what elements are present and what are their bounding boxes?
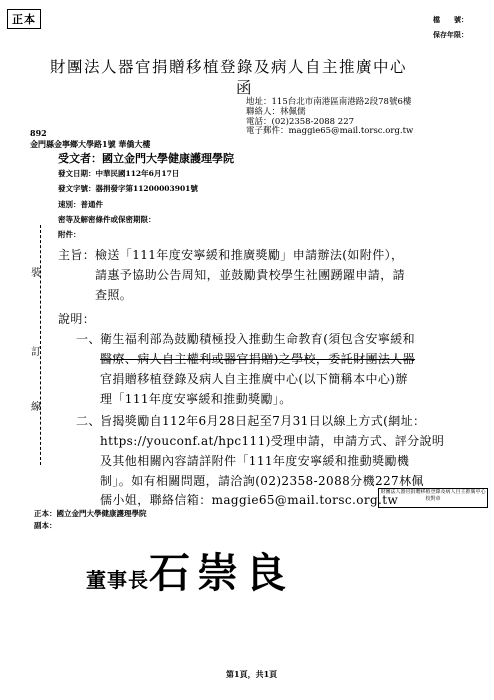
classification: 密等及解密條件或保密期限： <box>58 215 156 224</box>
page-number: 第1頁，共1頁 <box>226 669 278 679</box>
recipient-address: 金門縣金寧鄉大學路1號 華僑大樓 <box>30 139 151 149</box>
chairman-signature <box>86 540 293 599</box>
item-1-number: 一、 <box>76 332 101 346</box>
postal-code: 892 <box>30 128 47 138</box>
issue-date: 發文日期：中華民國112年6月17日 <box>58 169 180 178</box>
document-number: 發文字號：器捐發字第11200003901號 <box>58 184 198 193</box>
binding-mark-1: 裝 <box>31 268 41 279</box>
sender-address: 地址：115台北市南港區南港路2段78號6樓 <box>246 97 412 107</box>
recipient-name: 受文者：國立金門大學健康護理學院 <box>58 152 234 165</box>
item-2-line-4: 制」。如有相關問題，請洽詢(02)2358-2088分機227林佩 <box>100 474 424 488</box>
item-2-line-1: 旨揭獎勵自112年6月28日起至7月31日以線上方式(網址： <box>100 414 426 428</box>
sender-organization-title: 財團法人器官捐贈移植登錄及病人自主推廣中心 <box>50 58 408 76</box>
subject-line-2: 請惠予協助公告周知，並鼓勵貴校學生社團踴躍申請，請 <box>95 268 406 282</box>
binding-mark-3: 線 <box>31 402 41 413</box>
original-distribution: 正本：國立金門大學健康護理學院 <box>34 509 147 518</box>
archive-number-label: 檔 號： <box>433 15 468 24</box>
original-copy-stamp: 正本 <box>7 9 41 29</box>
contact-email: 電子郵件：maggie65@mail.torsc.org.tw <box>246 126 414 136</box>
subject-line-1: 檢送「111年度安寧緩和推廣獎勵」申請辦法(如附件）， <box>95 248 404 262</box>
signature-name: 石崇良 <box>149 549 293 597</box>
proofreading-seal: 財團法人器官捐贈移植登錄及病人自主推廣中心校對章 <box>378 488 488 508</box>
retention-period-label: 保存年限： <box>433 30 468 39</box>
attachments-label: 附件： <box>58 230 81 239</box>
document-type: 函 <box>236 79 252 97</box>
binding-mark-2: 訂 <box>31 347 41 358</box>
item-1-line-2: 醫療、病人自主權利或器官捐贈)之學校，委託財團法人器 <box>100 352 416 366</box>
item-2-line-3: 及其他相關內容請詳附件「111年度安寧緩和推動獎勵機 <box>100 454 410 468</box>
signature-title: 董事長 <box>86 568 149 592</box>
item-2-number: 二、 <box>76 414 101 428</box>
item-2-line-2: https://youconf.at/hpc111)受理申請，申請方式、評分說明 <box>100 434 445 448</box>
contact-person: 聯絡人：林佩儒 <box>246 107 306 117</box>
copy-distribution: 副本： <box>34 521 57 530</box>
contact-phone: 電話：(02)2358-2088 227 <box>246 117 355 127</box>
explanation-label: 說明： <box>58 312 96 326</box>
subject-line-3: 查照。 <box>95 288 133 302</box>
delivery-speed: 速別：普通件 <box>58 200 103 209</box>
item-2-line-5: 儒小姐，聯絡信箱：maggie65@mail.torsc.org.tw <box>100 493 399 507</box>
item-1-line-4: 理「111年度安寧緩和推動獎勵」。 <box>100 392 292 406</box>
subject-label: 主旨： <box>58 248 96 262</box>
item-1-line-3: 官捐贈移植登錄及病人自主推廣中心(以下簡稱本中心)辦 <box>100 372 408 386</box>
item-1-line-1: 衛生福利部為鼓勵積極投入推動生命教育(須包含安寧緩和 <box>100 332 416 346</box>
